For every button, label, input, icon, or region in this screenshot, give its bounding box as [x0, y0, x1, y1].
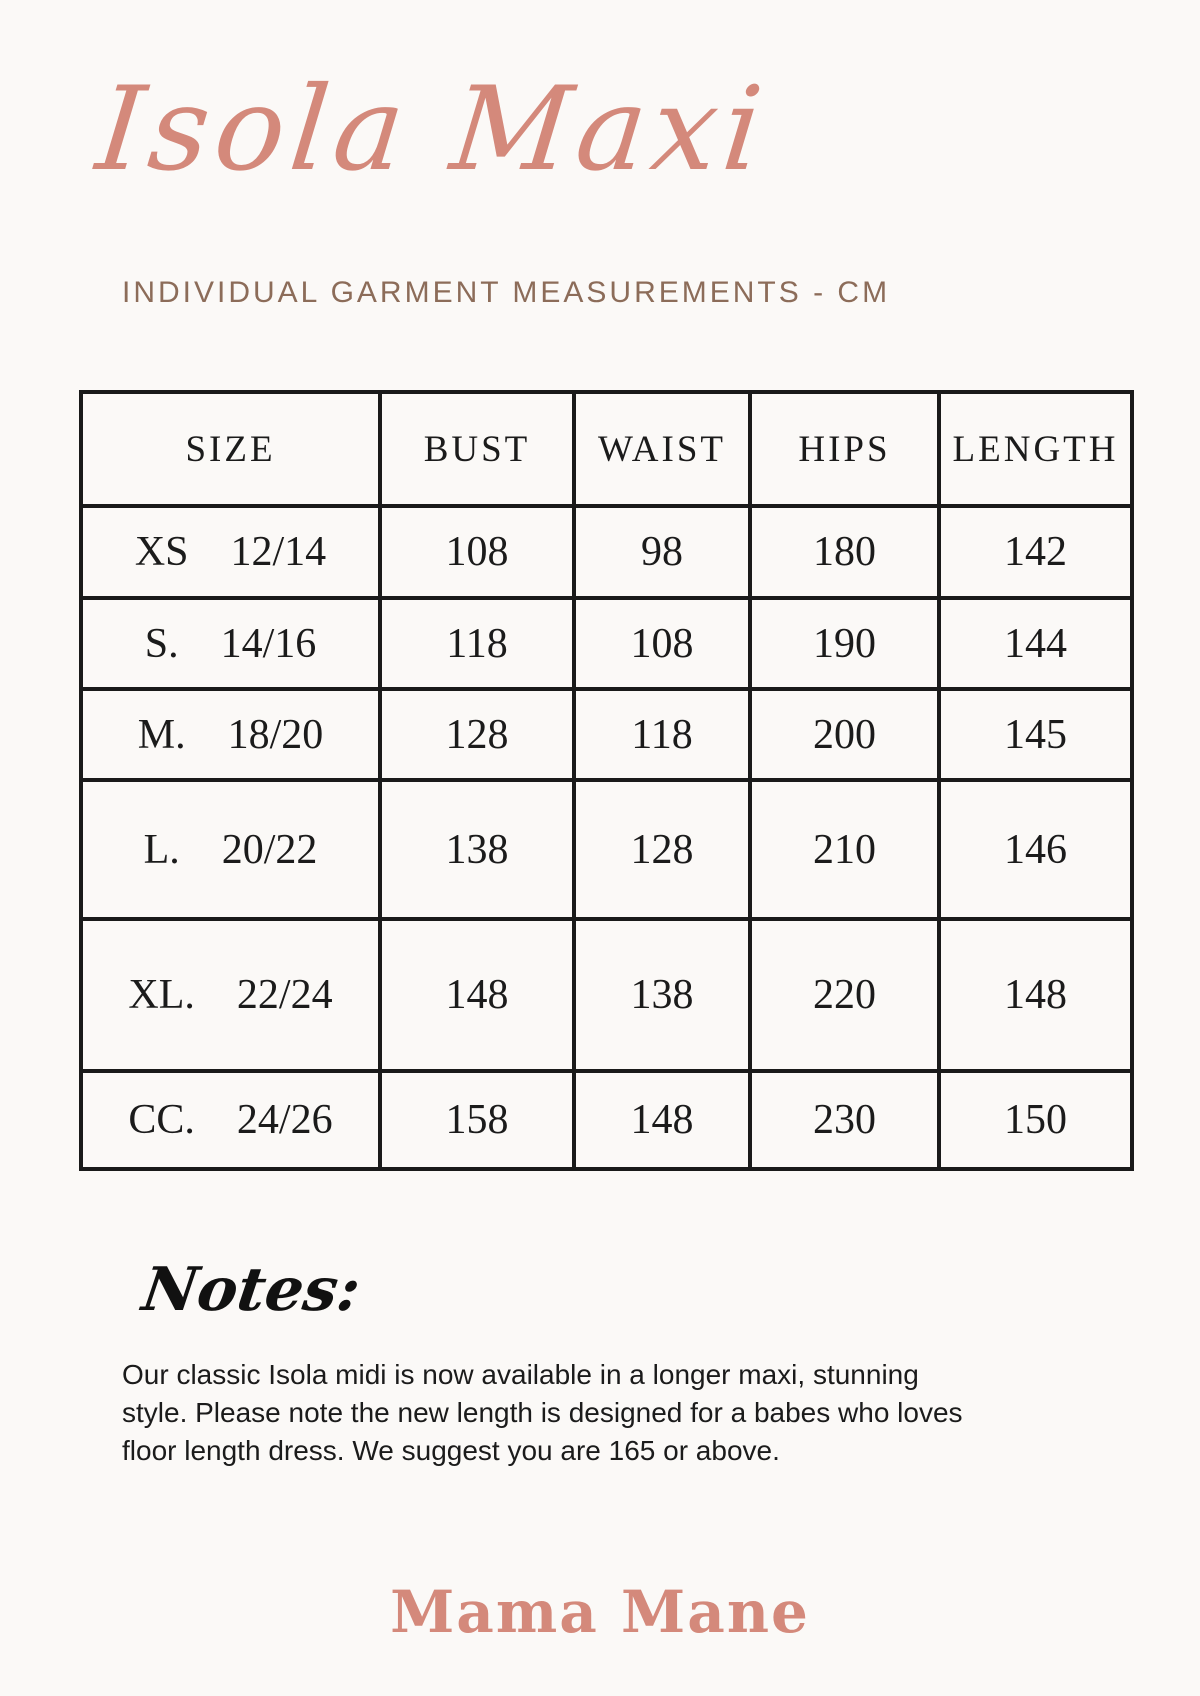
notes-body: Our classic Isola midi is now available in a longer maxi, stunning style. Please note the new length is designed for a babes who loves floor length dress. We suggest you are 165 or above. [122, 1359, 963, 1466]
column-header-waist: WAIST [574, 392, 750, 506]
size-label: M. [137, 711, 186, 758]
table-row [81, 780, 1132, 919]
length-value: 146 [939, 780, 1132, 919]
column-header-bust: BUST [380, 392, 574, 506]
length-value: 150 [939, 1071, 1132, 1169]
length-value: 148 [939, 919, 1132, 1071]
hips-value: 200 [750, 689, 939, 780]
table-row [81, 506, 1132, 598]
size-range: 14/16 [220, 620, 317, 667]
bust-value: 118 [380, 598, 574, 689]
length-value: 145 [939, 689, 1132, 780]
brand-logo: Mama Mane [390, 1578, 810, 1646]
size-range: 12/14 [230, 529, 327, 575]
size-label: S. [144, 620, 179, 667]
length-value: 142 [939, 506, 1132, 598]
size-range: 18/20 [227, 711, 324, 758]
hips-value: 180 [750, 506, 939, 598]
header-row [81, 392, 1132, 506]
size-label: XS [134, 529, 189, 575]
table-row [81, 689, 1132, 780]
bust-value: 128 [380, 689, 574, 780]
page-subtitle: INDIVIDUAL GARMENT MEASUREMENTS - CM [122, 276, 891, 309]
hips-value: 190 [750, 598, 939, 689]
waist-value: 118 [574, 689, 750, 780]
size-range: 24/26 [236, 1097, 333, 1143]
bust-value: 138 [380, 780, 574, 919]
size-cell [81, 780, 380, 919]
table-row [81, 1071, 1132, 1169]
waist-value: 148 [574, 1071, 750, 1169]
waist-value: 98 [574, 506, 750, 598]
column-header-hips: HIPS [750, 392, 939, 506]
table-row [81, 919, 1132, 1071]
column-header-size: SIZE [81, 392, 380, 506]
column-header-length: LENGTH [939, 392, 1132, 506]
bust-value: 158 [380, 1071, 574, 1169]
waist-value: 108 [574, 598, 750, 689]
size-label: CC. [128, 1097, 195, 1143]
hips-value: 230 [750, 1071, 939, 1169]
size-range: 20/22 [221, 826, 318, 873]
page-title: Isola Maxi [90, 62, 774, 197]
length-value: 144 [939, 598, 1132, 689]
waist-value: 138 [574, 919, 750, 1071]
waist-value: 128 [574, 780, 750, 919]
size-cell [81, 1071, 380, 1169]
size-label: XL. [128, 972, 195, 1018]
table-row [81, 598, 1132, 689]
size-cell [81, 506, 380, 598]
size-range: 22/24 [236, 972, 333, 1018]
measurements-table [79, 390, 1134, 1171]
notes-heading: Notes: [138, 1255, 365, 1325]
hips-value: 210 [750, 780, 939, 919]
bust-value: 108 [380, 506, 574, 598]
size-cell [81, 689, 380, 780]
size-label: L. [143, 826, 180, 873]
size-cell [81, 919, 380, 1071]
bust-value: 148 [380, 919, 574, 1071]
size-cell [81, 598, 380, 689]
hips-value: 220 [750, 919, 939, 1071]
